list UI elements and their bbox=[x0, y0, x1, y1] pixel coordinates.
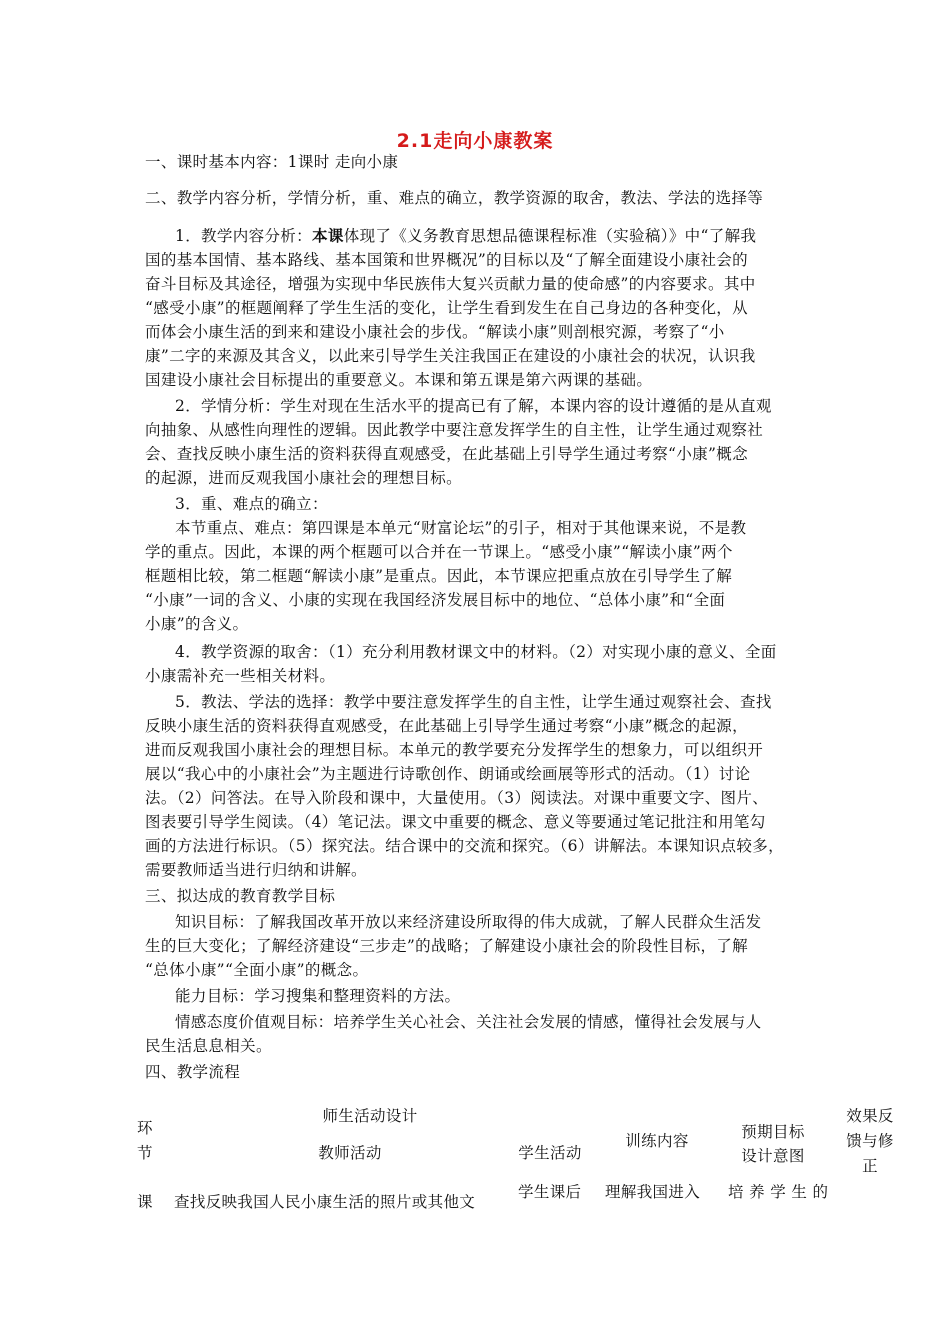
table-cell-teacher-activity: 查找反映我国人民小康生活的照片或其他文 bbox=[174, 1193, 476, 1211]
table-header-feedback: 馈与修 bbox=[846, 1132, 894, 1150]
paragraph-line: 生的巨大变化；了解经济建设“三步走”的战略；了解建设小康社会的阶段性目标，了解 bbox=[145, 937, 749, 955]
paragraph-line: 奋斗目标及其途径，增强为实现中华民族伟大复兴贡献力量的使命感”的内容要求。其中 bbox=[145, 275, 756, 293]
table-header-activity-design: 师生活动设计 bbox=[322, 1107, 418, 1125]
paragraph-line: 4．教学资源的取舍：（1）充分利用教材课文中的材料。（2）对实现小康的意义、全面 bbox=[175, 643, 777, 661]
paragraph-line: 图表要引导学生阅读。（4）笔记法。课文中重要的概念、意义等要通过笔记批注和用笔勾 bbox=[145, 813, 766, 831]
paragraph-line: 本节重点、难点：第四课是本单元“财富论坛”的引子，相对于其他课来说，不是教 bbox=[175, 519, 747, 537]
table-cell-training: 理解我国进入 bbox=[605, 1183, 701, 1201]
paragraph-line: 5．教法、学法的选择：教学中要注意发挥学生的自主性，让学生通过观察社会、查找 bbox=[175, 693, 772, 711]
paragraph-line: 康”二字的来源及其含义，以此来引导学生关注我国正在建设的小康社会的状况，认识我 bbox=[145, 347, 756, 365]
paragraph-line: 向抽象、从感性向理性的逻辑。因此教学中要注意发挥学生的自主性，让学生通过观察社 bbox=[145, 421, 764, 439]
document-title: 2.1走向小康教案 bbox=[396, 130, 554, 152]
table-header-goal: 预期目标 bbox=[741, 1123, 805, 1141]
paragraph-line: 小康”的含义。 bbox=[145, 615, 249, 633]
paragraph-line: 的起源，进而反观我国小康社会的理想目标。 bbox=[145, 469, 463, 487]
table-header-stage: 节 bbox=[137, 1144, 153, 1162]
table-header-training: 训练内容 bbox=[625, 1132, 689, 1150]
paragraph-line: 情感态度价值观目标：培养学生关心社会、关注社会发展的情感，懂得社会发展与人 bbox=[175, 1013, 762, 1031]
paragraph-line: “总体小康”“全面小康”的概念。 bbox=[145, 961, 369, 979]
paragraph-line: 知识目标：了解我国改革开放以来经济建设所取得的伟大成就，了解人民群众生活发 bbox=[175, 913, 762, 931]
table-header-teacher-activity: 教师活动 bbox=[318, 1144, 382, 1162]
paragraph-line: “感受小康”的框题阐释了学生生活的变化，让学生看到发生在自己身边的各种变化，从 bbox=[145, 299, 749, 317]
paragraph-line: 展以“我心中的小康社会”为主题进行诗歌创作、朗诵或绘画展等形式的活动。（1）讨论 bbox=[145, 765, 751, 783]
table-header-feedback: 效果反 bbox=[846, 1107, 894, 1125]
paragraph-line: 需要教师适当进行归纳和讲解。 bbox=[145, 861, 367, 879]
paragraph-line: 反映小康生活的资料获得直观感受，在此基础上引导学生通过考察“小康”概念的起源， bbox=[145, 717, 749, 735]
table-cell-stage: 课 bbox=[137, 1193, 153, 1211]
table-header-goal: 设计意图 bbox=[741, 1147, 805, 1165]
paragraph-line: 画的方法进行标识。（5）探究法。结合课中的交流和探究。（6）讲解法。本课知识点较多， bbox=[145, 837, 784, 855]
paragraph-line: 民生活息息相关。 bbox=[145, 1037, 272, 1055]
section-heading-1: 一、课时基本内容：1课时 走向小康 bbox=[145, 153, 399, 171]
paragraph-line: 会、查找反映小康生活的资料获得直观感受，在此基础上引导学生通过考察“小康”概念 bbox=[145, 445, 749, 463]
paragraph-line: 而体会小康生活的到来和建设小康社会的步伐。“解读小康”则剖根究源，考察了“小 bbox=[145, 323, 725, 341]
section-heading-4: 四、教学流程 bbox=[145, 1063, 241, 1081]
paragraph-line: 学的重点。因此，本课的两个框题可以合并在一节课上。“感受小康”“解读小康”两个 bbox=[145, 543, 733, 561]
paragraph-line: 能力目标：学习搜集和整理资料的方法。 bbox=[175, 987, 461, 1005]
table-header-student-activity: 学生活动 bbox=[518, 1144, 582, 1162]
paragraph-line: 2．学情分析：学生对现在生活水平的提高已有了解，本课内容的设计遵循的是从直观 bbox=[175, 397, 772, 415]
table-cell-student-activity: 学生课后 bbox=[518, 1183, 582, 1201]
paragraph-line: 法。（2）问答法。在导入阶段和课中，大量使用。（3）阅读法。对课中重要文字、图片、 bbox=[145, 789, 769, 807]
paragraph-line: 3．重、难点的确立： bbox=[175, 495, 328, 513]
paragraph-line: “小康”一词的含义、小康的实现在我国经济发展目标中的地位、“总体小康”和“全面 bbox=[145, 591, 726, 609]
paragraph-line: 小康需补充一些相关材料。 bbox=[145, 667, 336, 685]
table-header-stage: 环 bbox=[137, 1119, 153, 1137]
paragraph-line: 国建设小康社会目标提出的重要意义。本课和第五课是第六两课的基础。 bbox=[145, 371, 653, 389]
paragraph-line: 国的基本国情、基本路线、基本国策和世界概况”的目标以及“了解全面建设小康社会的 bbox=[145, 251, 749, 269]
section-heading-3: 三、拟达成的教育教学目标 bbox=[145, 887, 336, 905]
paragraph-line: 1．教学内容分析：本课体现了《义务教育思想品德课程标准（实验稿）》中“了解我 bbox=[175, 226, 757, 245]
section-heading-2: 二、教学内容分析，学情分析，重、难点的确立，教学资源的取舍，教法、学法的选择等 bbox=[145, 189, 764, 207]
table-cell-goal: 培 养 学 生 的 bbox=[728, 1183, 829, 1201]
table-header-feedback: 正 bbox=[862, 1157, 878, 1175]
paragraph-line: 框题相比较，第二框题“解读小康”是重点。因此，本节课应把重点放在引导学生了解 bbox=[145, 567, 733, 585]
paragraph-line: 进而反观我国小康社会的理想目标。本单元的教学要充分发挥学生的想象力，可以组织开 bbox=[145, 741, 764, 759]
